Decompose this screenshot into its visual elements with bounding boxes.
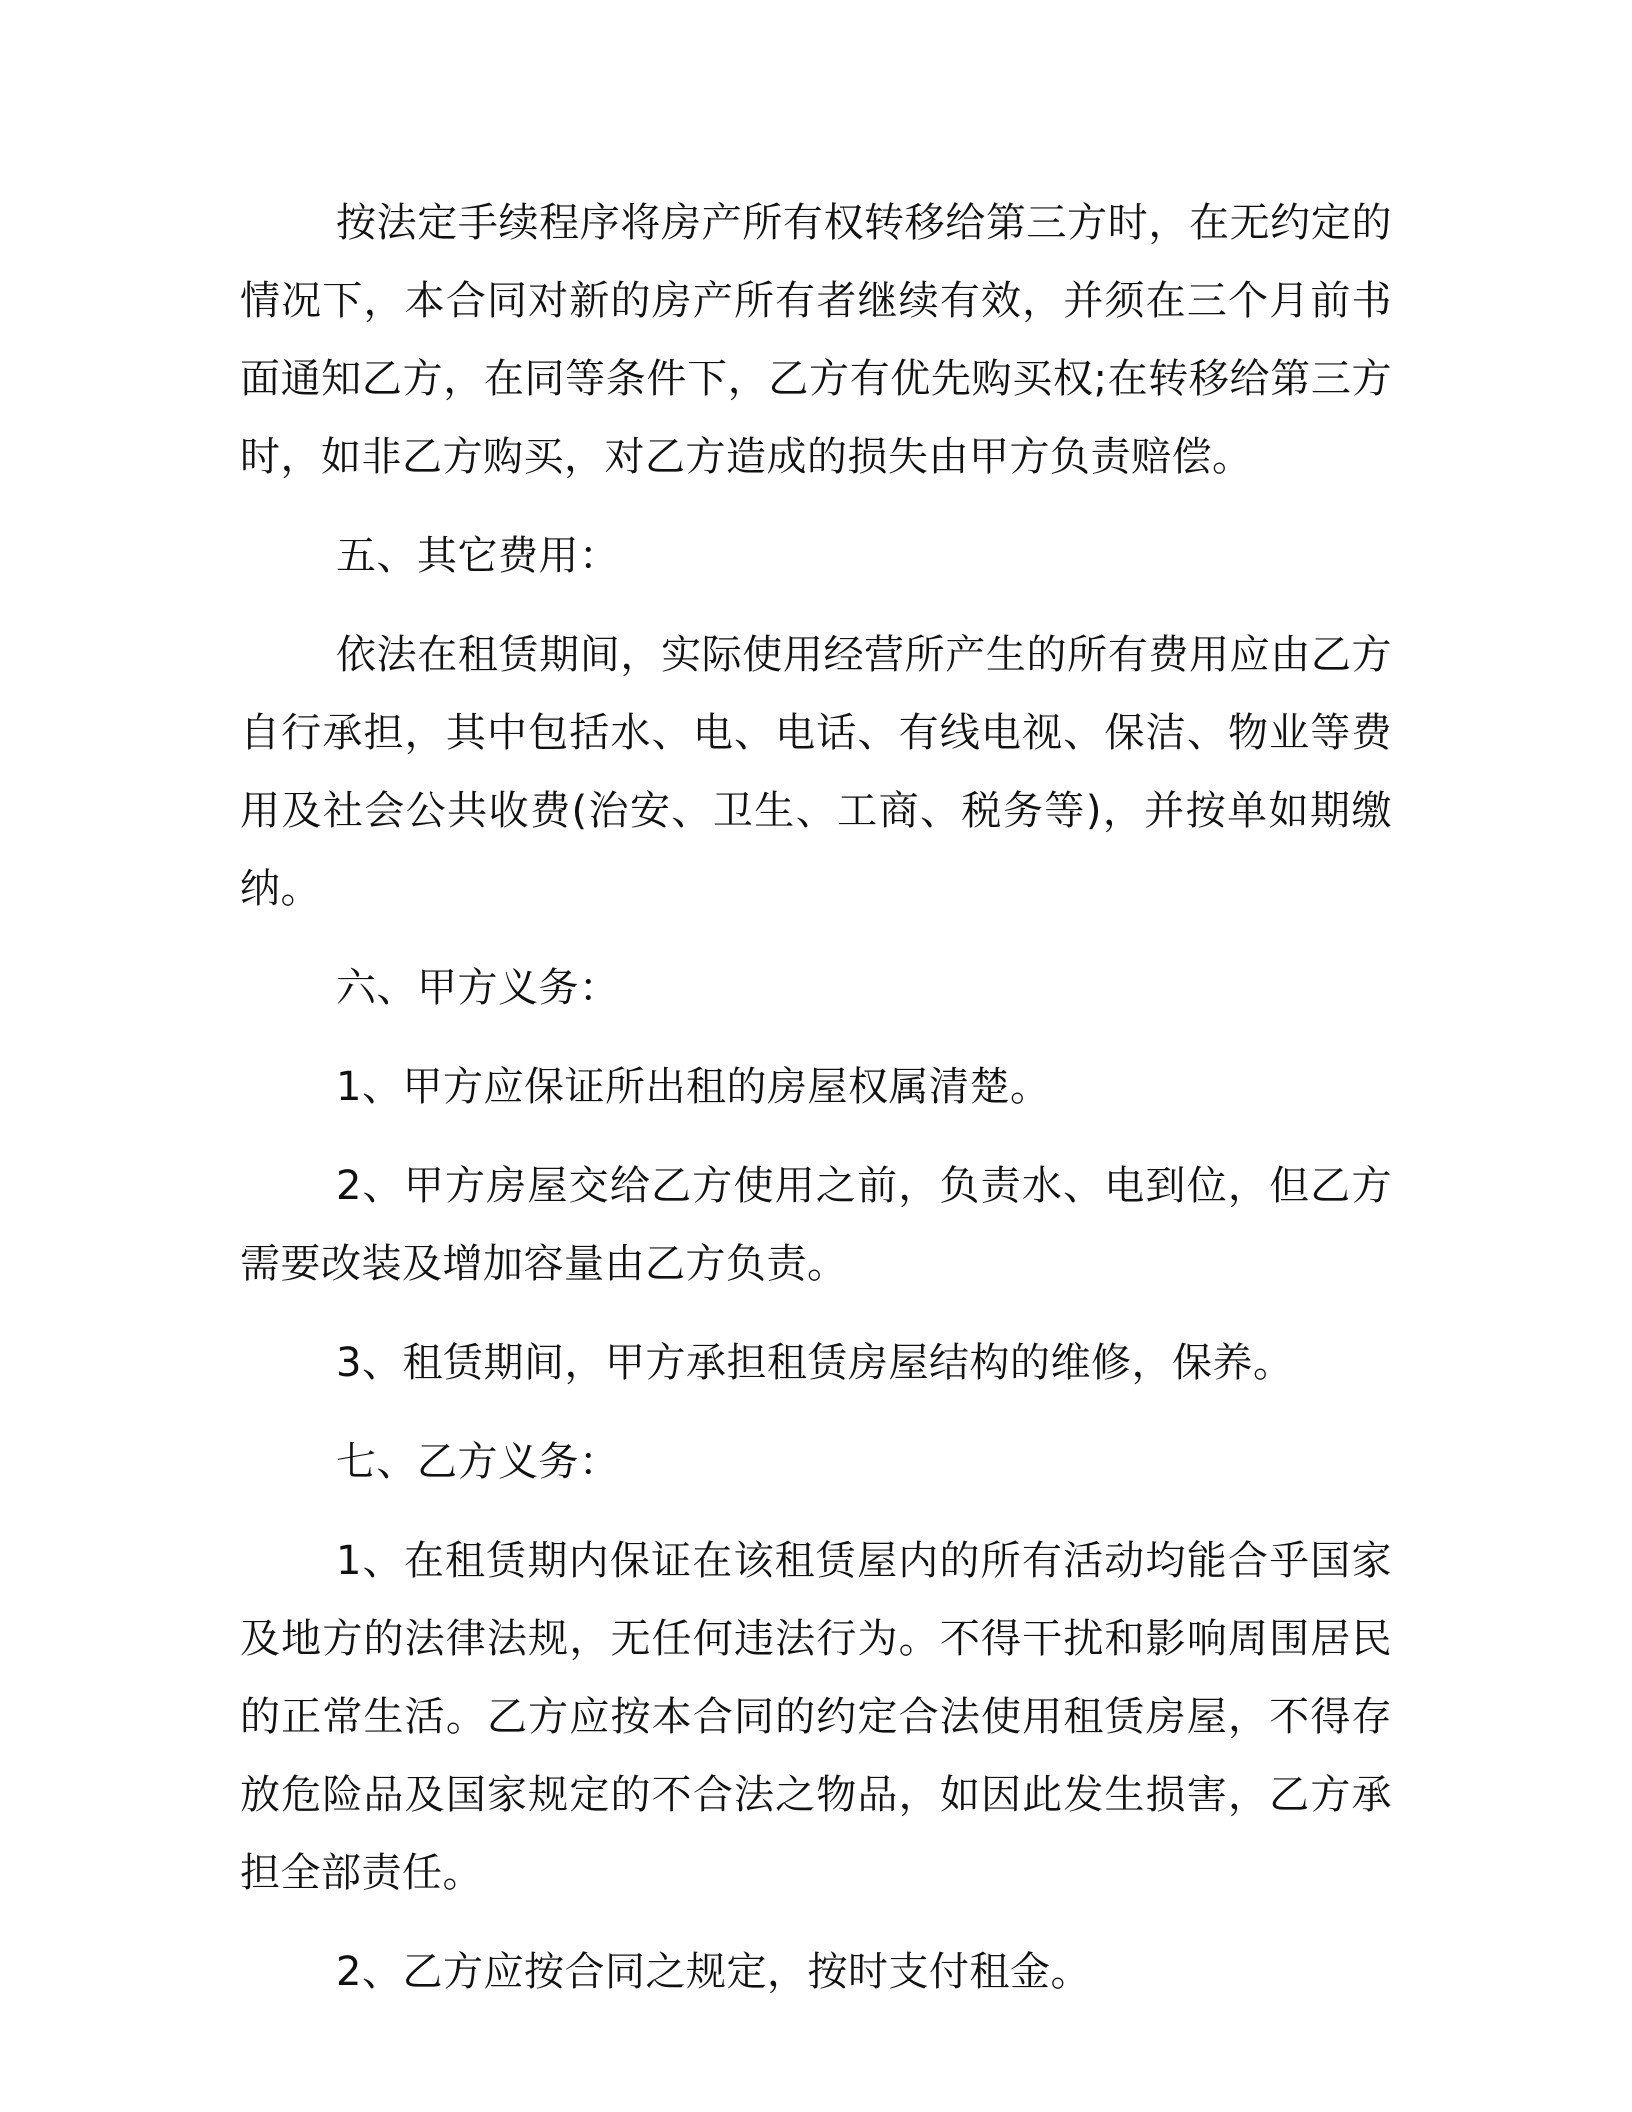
clause-party-a-2: 2、甲方房屋交给乙方使用之前，负责水、电到位，但乙方需要改装及增加容量由乙方负责。 [240,1163,1392,1287]
section-heading-party-a-obligations: 六、甲方义务： [336,965,620,1011]
section-heading-party-b-obligations: 七、乙方义务： [336,1439,620,1485]
clause-party-b-1: 1、在租赁期内保证在该租赁屋内的所有活动均能合乎国家及地方的法律法规，无任何违法行为。不得干扰和影响周围居民的正常生活。乙方应按本合同的约定合法使用租赁房屋，不得存放危险品及国家规定的不合法之物品，如因此发生损害，乙方承担全部责任。 [240,1538,1392,1896]
clause-party-b-2: 2、乙方应按合同之规定，按时支付租金。 [336,1949,1091,1995]
paragraph-other-fees: 依法在租赁期间，实际使用经营所产生的所有费用应由乙方自行承担，其中包括水、电、电话、有线电视、保洁、物业等费用及社会公共收费(治安、卫生、工商、税务等)，并按单如期缴纳。 [240,632,1392,912]
document-body [240,184,1392,2032]
clause-party-a-1: 1、甲方应保证所出租的房屋权属清楚。 [336,1064,1051,1110]
clause-party-a-3: 3、租赁期间，甲方承担租赁房屋结构的维修，保养。 [336,1340,1294,1386]
section-heading-other-fees: 五、其它费用： [336,533,620,579]
paragraph-property-transfer: 按法定手续程序将房产所有权转移给第三方时，在无约定的情况下，本合同对新的房产所有者继续有效，并须在三个月前书面通知乙方，在同等条件下，乙方有优先购买权;在转移给第三方时，如非乙方购买，对乙方造成的损失由甲方负责赔偿。 [240,200,1392,480]
